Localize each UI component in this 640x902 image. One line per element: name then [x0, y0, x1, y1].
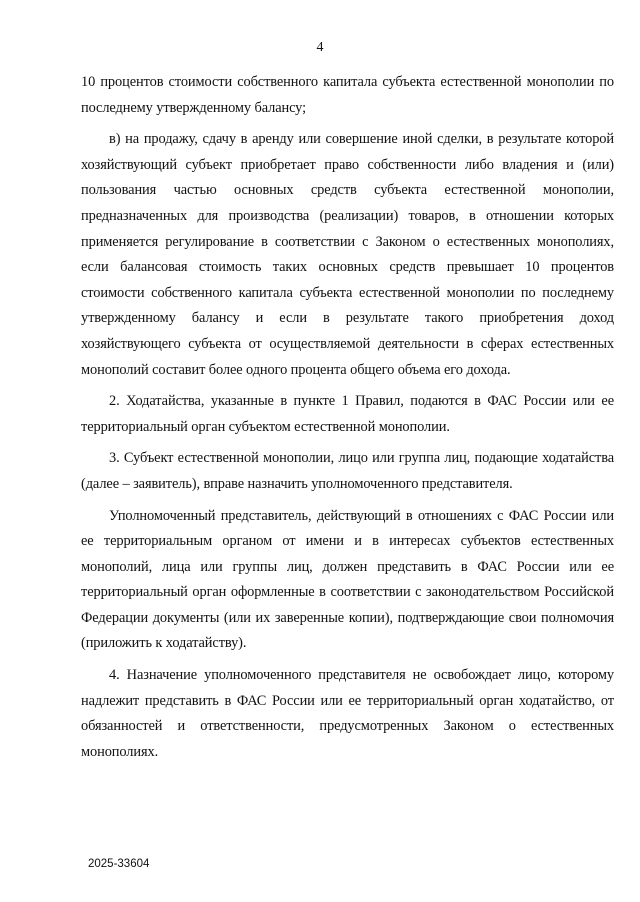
page-number: 4	[316, 40, 324, 55]
paragraph-item-4: 4. Назначение уполномоченного представителя не освобождает лицо, которому надлежит представить в ФАС России или ее территориальный орган ходатайство, от обязанностей и ответственности, предусмотренных Законом о естественных монополиях.	[81, 667, 614, 760]
document-body	[81, 70, 614, 765]
paragraph-authorized-representative: Уполномоченный представитель, действующий в отношениях с ФАС России или ее территориальным органом от имени и в интересах субъектов естественных монополий, лица или группы лиц, должен представить в ФАС России или ее территориальный орган оформленные в соответствии с законодательством Российской Федерации документы (или их заверенные копии), подтверждающие свои полномочия (приложить к ходатайству).	[81, 507, 614, 652]
paragraph-subitem-v: в) на продажу, сдачу в аренду или совершение иной сделки, в результате которой хозяйствующий субъект приобретает право собственности либо владения и (или) пользования частью основных средств субъекта естественной монополии, предназначенных для производства (реализации) товаров, в отношении которых применяется регулирование в соответствии с Законом о естественных монополиях, если балансовая стоимость таких основных средств превышает 10 процентов стоимости собственного капитала субъекта естественной монополии по последнему утвержденному балансу и если в результате такого приобретения доход хозяйствующего субъекта от осуществляемой деятельности в сферах естественных монополий составит более одного процента общего объема его дохода.	[81, 131, 614, 378]
paragraph-item-2: 2. Ходатайства, указанные в пункте 1 Правил, подаются в ФАС России или ее территориальный орган субъектом естественной монополии.	[81, 393, 614, 435]
paragraph-item-3: 3. Субъект естественной монополии, лицо или группа лиц, подающие ходатайства (далее – заявитель), вправе назначить уполномоченного представителя.	[81, 450, 614, 492]
paragraph-balance-continuation: 10 процентов стоимости собственного капитала субъекта естественной монополии по последнему утвержденному балансу;	[81, 74, 614, 116]
document-code: 2025-33604	[88, 858, 150, 870]
